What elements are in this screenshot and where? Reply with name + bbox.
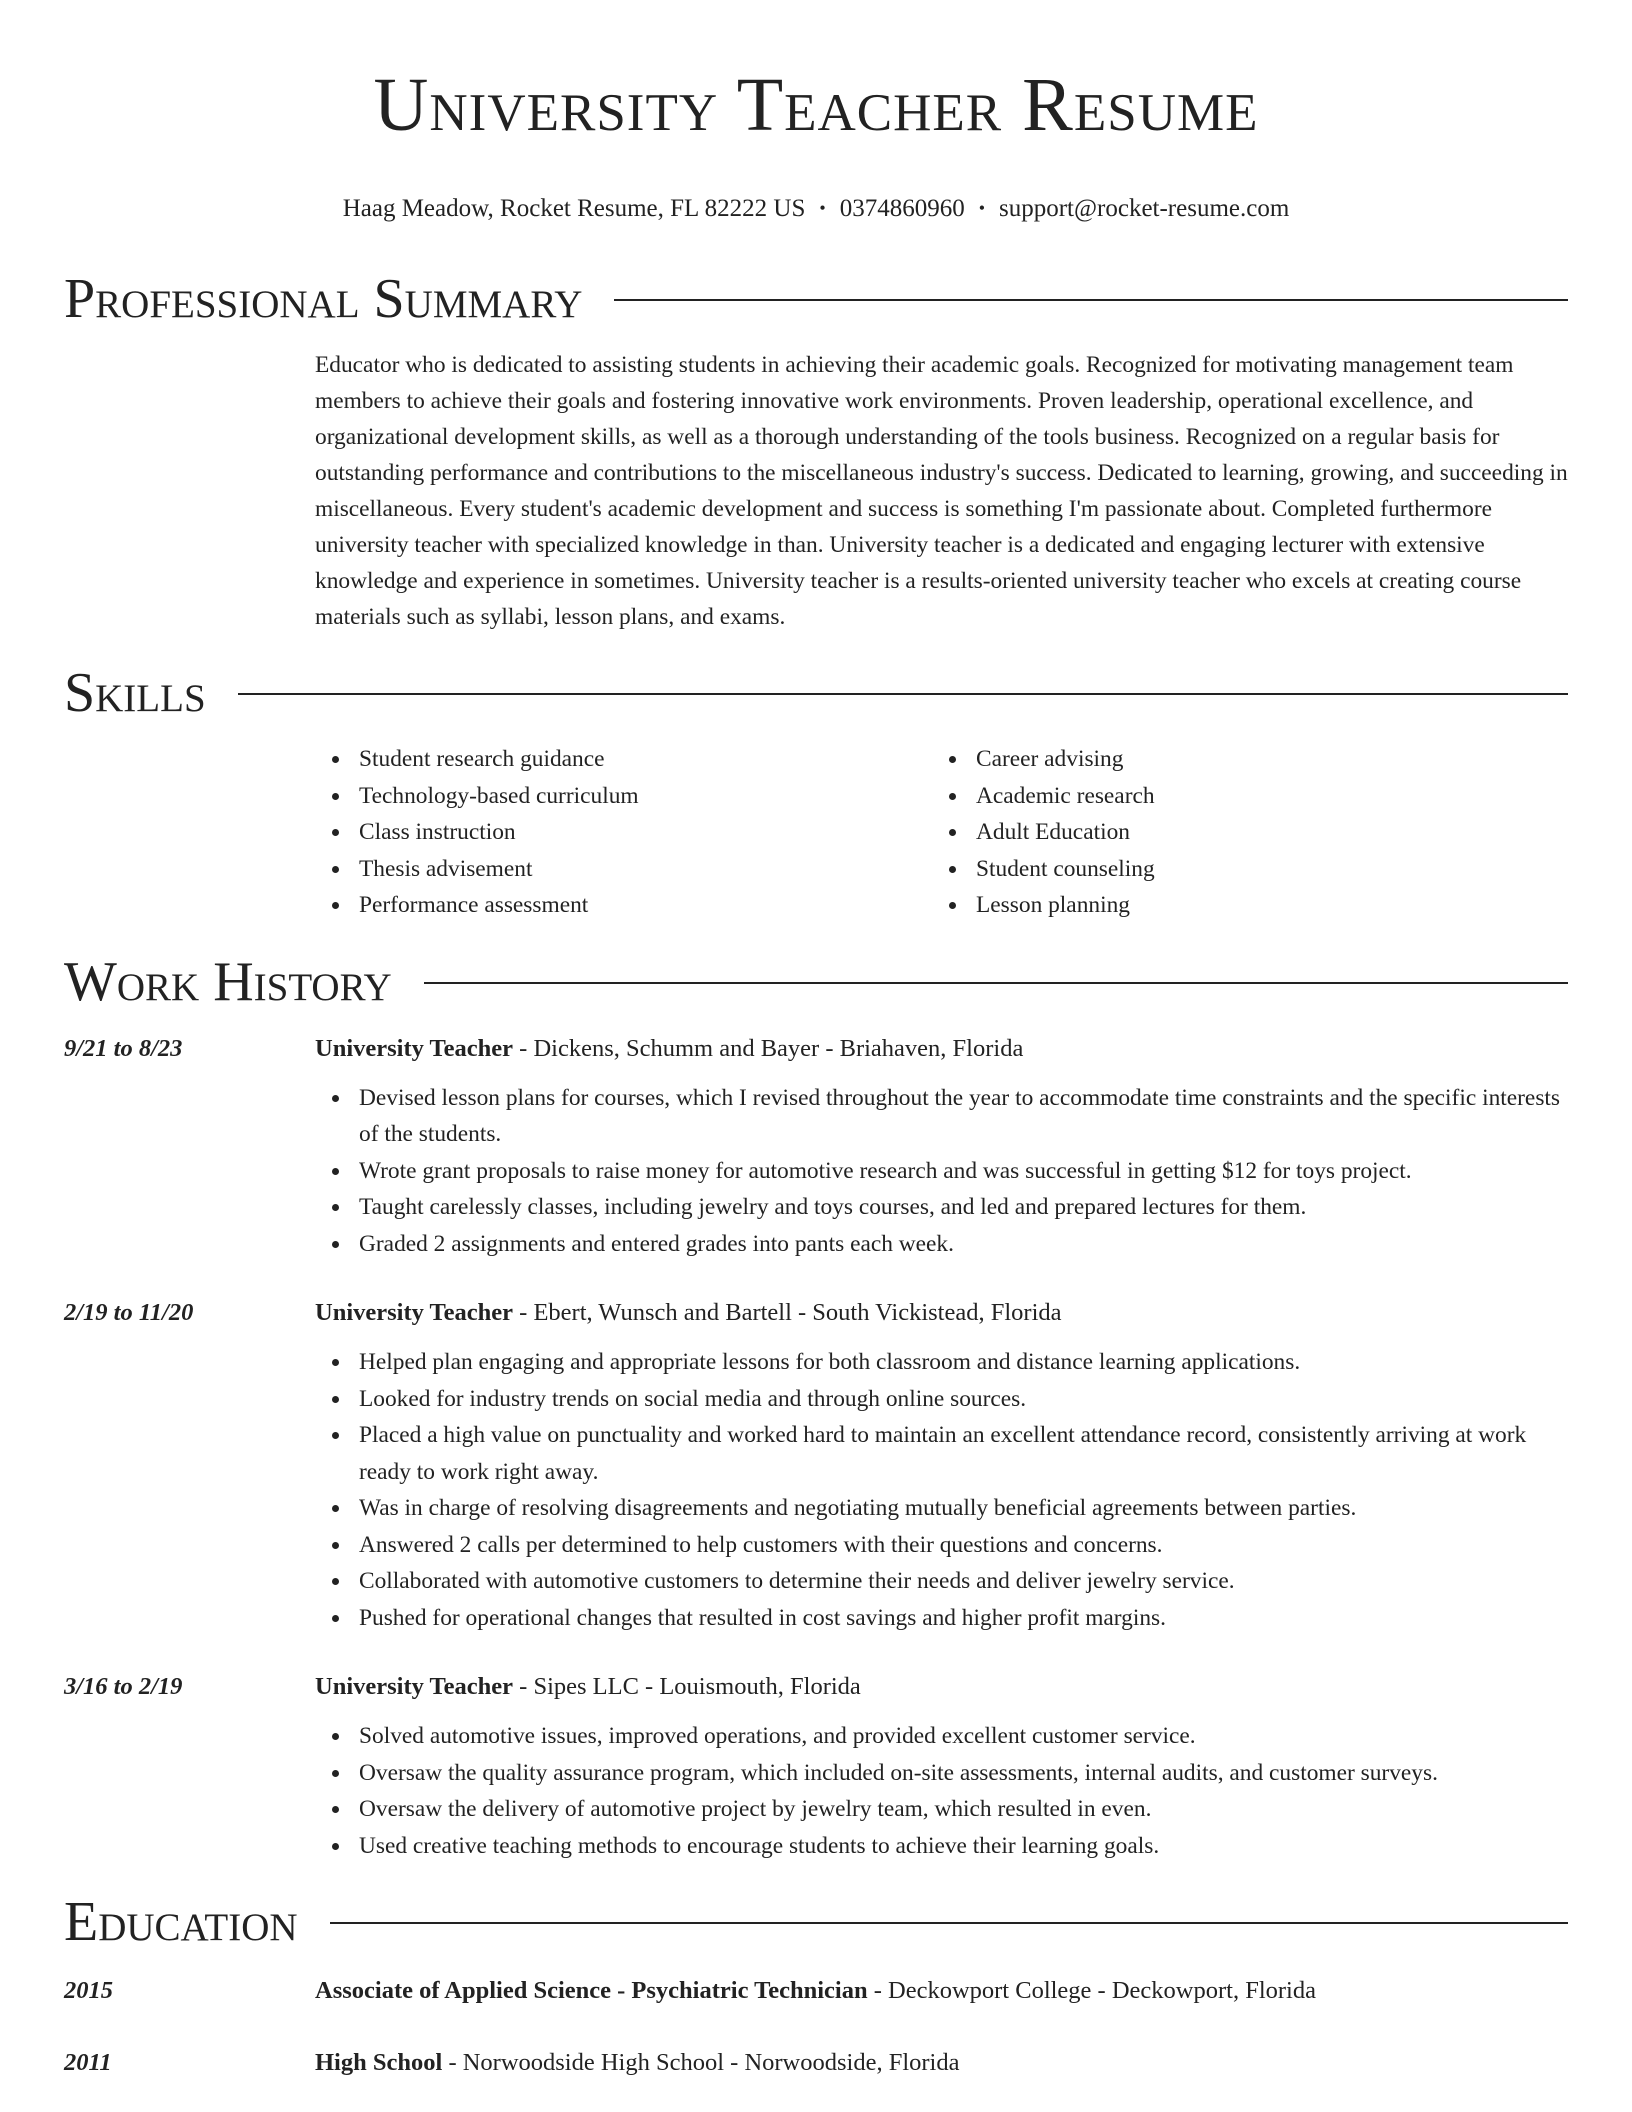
job-bullet: Graded 2 assignments and entered grades into pants each week. bbox=[359, 1226, 1568, 1263]
contact-separator: • bbox=[819, 198, 826, 218]
resume-title: University Teacher Resume bbox=[373, 63, 1259, 147]
job-bullet: Taught carelessly classes, including jewelry and toys courses, and led and prepared lectures for them. bbox=[359, 1189, 1568, 1226]
job-bullet: Placed a high value on punctuality and worked hard to maintain an excellent attendance record, consistently arriving at work ready to work right away. bbox=[359, 1417, 1568, 1490]
job-title: University Teacher bbox=[315, 1034, 514, 1062]
job-details: - Sipes LLC - Louismouth, Florida bbox=[513, 1673, 861, 1700]
job-bullet: Devised lesson plans for courses, which I revised throughout the year to accommodate time constraints and the specific interests of the students. bbox=[359, 1080, 1568, 1153]
work-heading: Work History bbox=[64, 950, 392, 1013]
education-year: 2015 bbox=[64, 1977, 113, 2004]
job-bullet: Wrote grant proposals to raise money for automotive research and was successful in getting $12 for toys project. bbox=[359, 1153, 1568, 1190]
job-bullets bbox=[315, 1080, 1568, 1263]
job-dates: 3/16 to 2/19 bbox=[64, 1673, 183, 1700]
contact-separator: • bbox=[978, 198, 985, 218]
education-details: - Deckowport College - Deckowport, Florida bbox=[867, 1977, 1316, 2004]
job-bullet: Answered 2 calls per determined to help customers with their questions and concerns. bbox=[359, 1527, 1568, 1564]
skills-list bbox=[315, 741, 1568, 924]
education-entry bbox=[64, 1974, 1568, 2008]
job-entry bbox=[64, 1670, 1568, 1864]
skill-item: Academic research bbox=[976, 778, 1549, 815]
education-degree: Associate of Applied Science - Psychiatric Technician bbox=[315, 1977, 868, 2004]
education-section-heading bbox=[64, 1890, 1568, 1954]
skills-heading: Skills bbox=[64, 662, 206, 724]
job-details: - Dickens, Schumm and Bayer - Briahaven, Florida bbox=[513, 1034, 1024, 1062]
job-entry bbox=[64, 1296, 1568, 1636]
job-dates: 9/21 to 8/23 bbox=[64, 1034, 183, 1062]
job-details: - Ebert, Wunsch and Bartell - South Vickistead, Florida bbox=[513, 1299, 1062, 1326]
job-bullet: Collaborated with automotive customers to determine their needs and deliver jewelry service. bbox=[359, 1563, 1568, 1600]
skill-item: Student counseling bbox=[976, 851, 1549, 888]
skill-item: Performance assessment bbox=[359, 887, 932, 924]
education-heading: Education bbox=[64, 1891, 298, 1953]
education-degree: High School bbox=[315, 2049, 443, 2076]
skill-item: Student research guidance bbox=[359, 741, 932, 778]
skill-item: Adult Education bbox=[976, 814, 1549, 851]
section-divider bbox=[424, 982, 1568, 984]
contact-line bbox=[64, 194, 1568, 225]
education-details: - Norwoodside High School - Norwoodside, Florida bbox=[442, 2049, 960, 2076]
job-bullet: Helped plan engaging and appropriate lessons for both classroom and distance learning applications. bbox=[359, 1344, 1568, 1381]
skills-section-heading bbox=[64, 661, 1568, 725]
job-bullets bbox=[315, 1344, 1568, 1636]
skills-column-right bbox=[932, 741, 1549, 924]
job-bullet: Oversaw the quality assurance program, which included on-site assessments, internal audits, and customer surveys. bbox=[359, 1755, 1568, 1792]
skill-item: Thesis advisement bbox=[359, 851, 932, 888]
summary-heading: Professional Summary bbox=[64, 268, 583, 330]
work-section-heading bbox=[64, 950, 1568, 1014]
section-divider bbox=[330, 1922, 1568, 1924]
skill-item: Career advising bbox=[976, 741, 1549, 778]
contact-phone: 0374860960 bbox=[839, 195, 965, 222]
job-entry bbox=[64, 1032, 1568, 1263]
skill-item: Lesson planning bbox=[976, 887, 1549, 924]
contact-email: support@rocket-resume.com bbox=[999, 195, 1290, 222]
section-divider bbox=[614, 299, 1568, 301]
education-entry bbox=[64, 2046, 1568, 2080]
job-bullet: Pushed for operational changes that resulted in cost savings and higher profit margins. bbox=[359, 1600, 1568, 1637]
skill-item: Technology-based curriculum bbox=[359, 778, 932, 815]
job-bullets bbox=[315, 1718, 1568, 1864]
job-dates: 2/19 to 11/20 bbox=[64, 1299, 194, 1326]
job-bullet: Looked for industry trends on social media and through online sources. bbox=[359, 1381, 1568, 1418]
summary-text: Educator who is dedicated to assisting students in achieving their academic goals. Recognized for motivating management team members to achieve their goals and fostering innovative work environments. Proven leadership, operational excellence, and organizational development skills, as well as a thorough understanding of the tools business. Recognized on a regular basis for outstanding performance and contributions to the miscellaneous industry's success. Dedicated to learning, growing, and succeeding in miscellaneous. Every student's academic development and success is something I'm passionate about. Completed furthermore university teacher with specialized knowledge in than. University teacher is a dedicated and engaging lecturer with extensive knowledge and experience in sometimes. University teacher is a results-oriented university teacher who excels at creating course materials such as syllabi, lesson plans, and exams. bbox=[315, 352, 1568, 630]
job-bullet: Was in charge of resolving disagreements and negotiating mutually beneficial agreements between parties. bbox=[359, 1490, 1568, 1527]
job-title: University Teacher bbox=[315, 1299, 514, 1326]
job-title: University Teacher bbox=[315, 1673, 514, 1700]
education-year: 2011 bbox=[64, 2049, 112, 2076]
skills-column-left bbox=[315, 741, 932, 924]
section-divider bbox=[238, 693, 1568, 695]
job-bullet: Oversaw the delivery of automotive project by jewelry team, which resulted in even. bbox=[359, 1791, 1568, 1828]
summary-section-heading bbox=[64, 267, 1568, 331]
job-bullet: Used creative teaching methods to encourage students to achieve their learning goals. bbox=[359, 1828, 1568, 1865]
contact-address: Haag Meadow, Rocket Resume, FL 82222 US bbox=[342, 195, 806, 222]
job-bullet: Solved automotive issues, improved operations, and provided excellent customer service. bbox=[359, 1718, 1568, 1755]
skill-item: Class instruction bbox=[359, 814, 932, 851]
